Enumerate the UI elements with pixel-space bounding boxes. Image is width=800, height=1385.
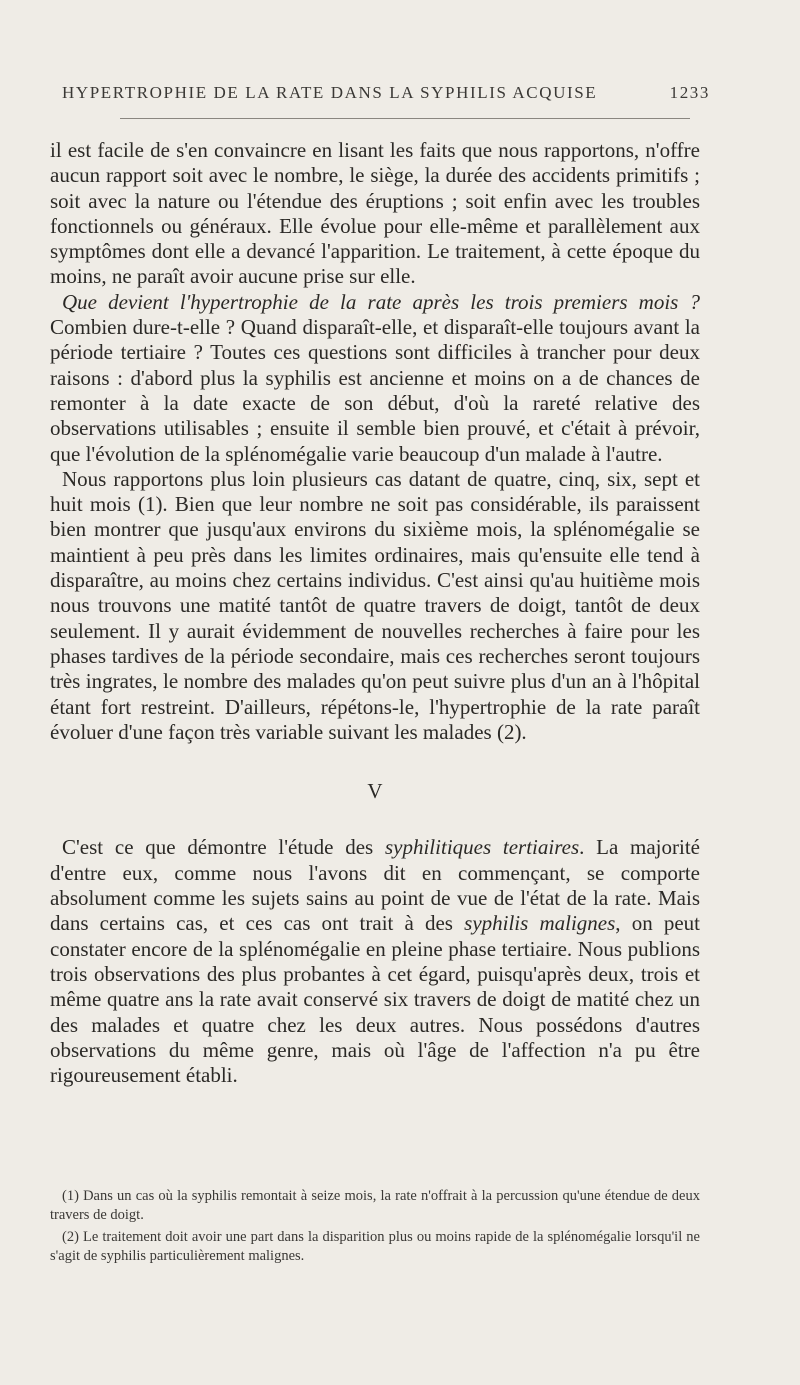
paragraph-4-part-c: , on peut constater encore de la splénomégalie en pleine phase tertiaire. Nous publions trois observations des plus probantes à cet égard, puisqu'après deux, trois et même quatre ans la rate avait conservé six travers de doigt de matité chez un des malades et quatre chez les deux autres. Nous possédons d'autres observations du même genre, mais où l'âge de l'affection n'a pu être rigoureusement établi. [50,911,701,1088]
paragraph-4-italic-2: syphilis malignes [464,911,616,936]
paragraph-2-question: Que devient l'hypertrophie de la rate après les trois premiers mois ? [62,289,700,314]
paragraph-2 [50,290,700,467]
running-title: HYPERTROPHIE DE LA RATE DANS LA SYPHILIS ACQUISE [62,83,598,102]
running-header [62,83,710,103]
paragraph-4-part-b: . La majorité d'entre eux, comme nous l'avons dit en commençant, se comporte absolument comme les sujets sains au point de vue de l'état de la rate. Mais dans certains cas, et ces cas ont trait à des [50,835,700,936]
footnote-1: (1) Dans un cas où la syphilis remontait à seize mois, la rate n'offrait à la percussion qu'une étendue de deux travers de doigt. [50,1188,700,1223]
paragraph-4 [50,835,700,1088]
paragraph-2-text: Combien dure-t-elle ? Quand disparaît-elle, et disparaît-elle toujours avant la période tertiaire ? Toutes ces questions sont difficiles à trancher pour deux raisons : d'abord plus la syphilis est ancienne et moins on a de chances de remonter à la date exacte de son début, d'où la rareté relative des observations utilisables ; ensuite il semble bien prouvé, et c'était à prévoir, que l'évolution de la splénomégalie varie beaucoup d'un malade à l'autre. [50,315,700,466]
footnote-2: (2) Le traitement doit avoir une part dans la disparition plus ou moins rapide de la splénomégalie lorsqu'il ne s'agit de syphilis particulièrement malignes. [50,1229,700,1264]
page-number: 1233 [669,83,710,102]
footnotes [50,1187,700,1269]
section-heading: V [367,779,383,804]
header-rule [120,118,690,119]
paragraph-3: Nous rapportons plus loin plusieurs cas datant de quatre, cinq, six, sept et huit mois (1). Bien que leur nombre ne soit pas considérable, ils paraissent bien montrer que jusqu'aux environs du sixième mois, la splénomégalie se maintient à peu près dans les limites ordinaires, mais qu'ensuite elle tend à disparaître, au moins chez certains individus. C'est ainsi qu'au huitième mois nous trouvons une matité tantôt de quatre travers de doigt, tantôt de deux seulement. Il y aurait évidemment de nouvelles recherches à faire pour les phases tardives de la période secondaire, mais ces recherches seront toujours très ingrates, le nombre des malades qu'on peut suivre plus d'un an à l'hôpital étant fort restreint. D'ailleurs, répétons-le, l'hypertrophie de la rate paraît évoluer d'une façon très variable suivant les malades (2). [50,466,700,744]
body-text [50,138,700,1088]
paragraph-4-part-a: C'est ce que démontre l'étude des [62,835,385,860]
paragraph-1: il est facile de s'en convaincre en lisant les faits que nous rapportons, n'offre aucun rapport soit avec le nombre, le siège, la durée des accidents primitifs ; soit avec la nature ou l'étendue des éruptions ; soit enfin avec les troubles fonctionnels ou généraux. Elle évolue pour elle-même et parallèlement aux symptômes dont elle a devancé l'apparition. Le traitement, à cette époque du moins, ne paraît avoir aucune prise sur elle. [50,138,700,289]
paragraph-4-italic-1: syphilitiques tertiaires [384,835,580,860]
